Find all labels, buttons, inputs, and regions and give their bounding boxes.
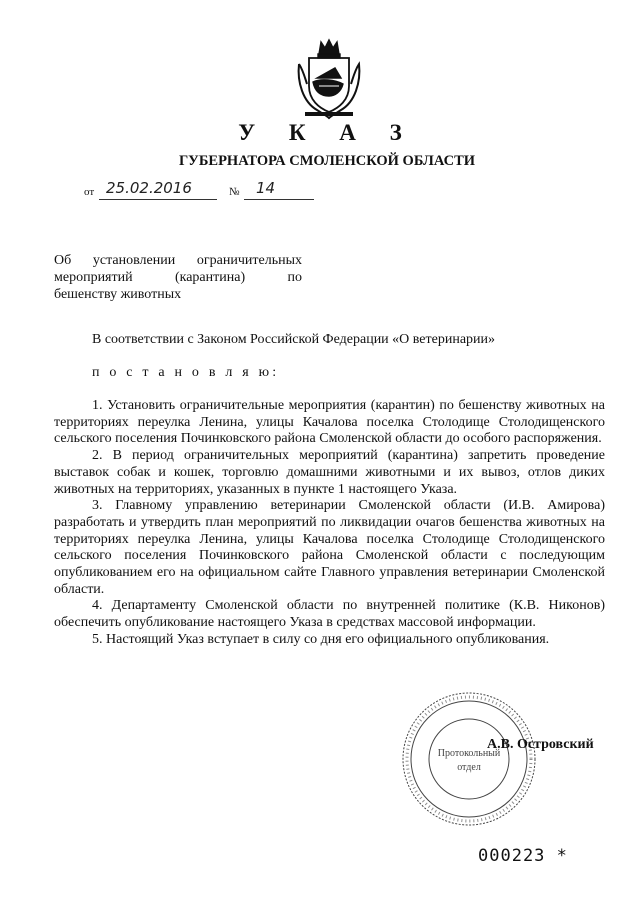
date-value: 25.02.2016 — [106, 179, 192, 197]
decree-resolve-word: п о с т а н о в л я ю: — [92, 365, 280, 380]
number-underline — [244, 199, 314, 200]
decree-paragraph: 1. Установить ограничительные мероприятия (карантин) по бешенству животных на территориях переулка Ленина, улицы Качалова поселка Столодище Столодищенского сельского поселения Починковского района Смоленской области до особого распоряжения. — [54, 398, 605, 447]
coat-of-arms-emblem — [295, 38, 363, 120]
stamp-line: отдел — [457, 762, 481, 773]
legal-basis: В соответствии с Законом Российской Федерации «О ветеринарии» — [92, 332, 496, 347]
date-number-line — [84, 180, 314, 202]
decree-subject — [54, 252, 302, 303]
date-prefix: от — [84, 186, 95, 198]
decree-paragraph: 3. Главному управлению ветеринарии Смоленской области (И.В. Амирова) разработать и утвердить план мероприятий по ликвидации очагов бешенства животных на территориях переулка Ленина, улицы Качалова поселка Столодище Столодищенского сельского поселения Починковского района Смоленской области с последующим опубликованием его на официальном сайте Главного управления ветеринарии Смоленской области. — [54, 498, 605, 597]
registration-number: 000223 * — [478, 846, 568, 866]
decree-paragraph: 4. Департаменту Смоленской области по внутренней политике (К.В. Никонов) обеспечить опубликование настоящего Указа в средствах массовой информации. — [54, 598, 605, 631]
subject-line: бешенству животных — [54, 287, 182, 302]
decree-body — [54, 398, 605, 649]
decree-paragraph: 5. Настоящий Указ вступает в силу со дня его официального опубликования. — [92, 631, 550, 647]
issuer-subtitle: ГУБЕРНАТОРА СМОЛЕНСКОЙ ОБЛАСТИ — [178, 153, 476, 169]
number-value: 14 — [256, 179, 276, 197]
official-stamp — [400, 690, 538, 828]
number-prefix: № — [229, 186, 240, 198]
decree-title: У К А З — [238, 120, 416, 145]
subject-line: мероприятий (карантина) по — [54, 270, 302, 285]
subject-line: Об установлении ограничительных — [54, 253, 302, 268]
stamp-line: Протокольный — [437, 748, 501, 759]
decree-paragraph: 2. В период ограничительных мероприятий (карантина) запретить проведение выставок собак и кошек, торговлю домашними животными и их вывоз, отлов диких животных на территориях, указанных в пункте 1 настоящего Указа. — [54, 448, 605, 497]
date-underline — [99, 199, 217, 200]
signature-name: А.В. Островский — [487, 737, 594, 752]
